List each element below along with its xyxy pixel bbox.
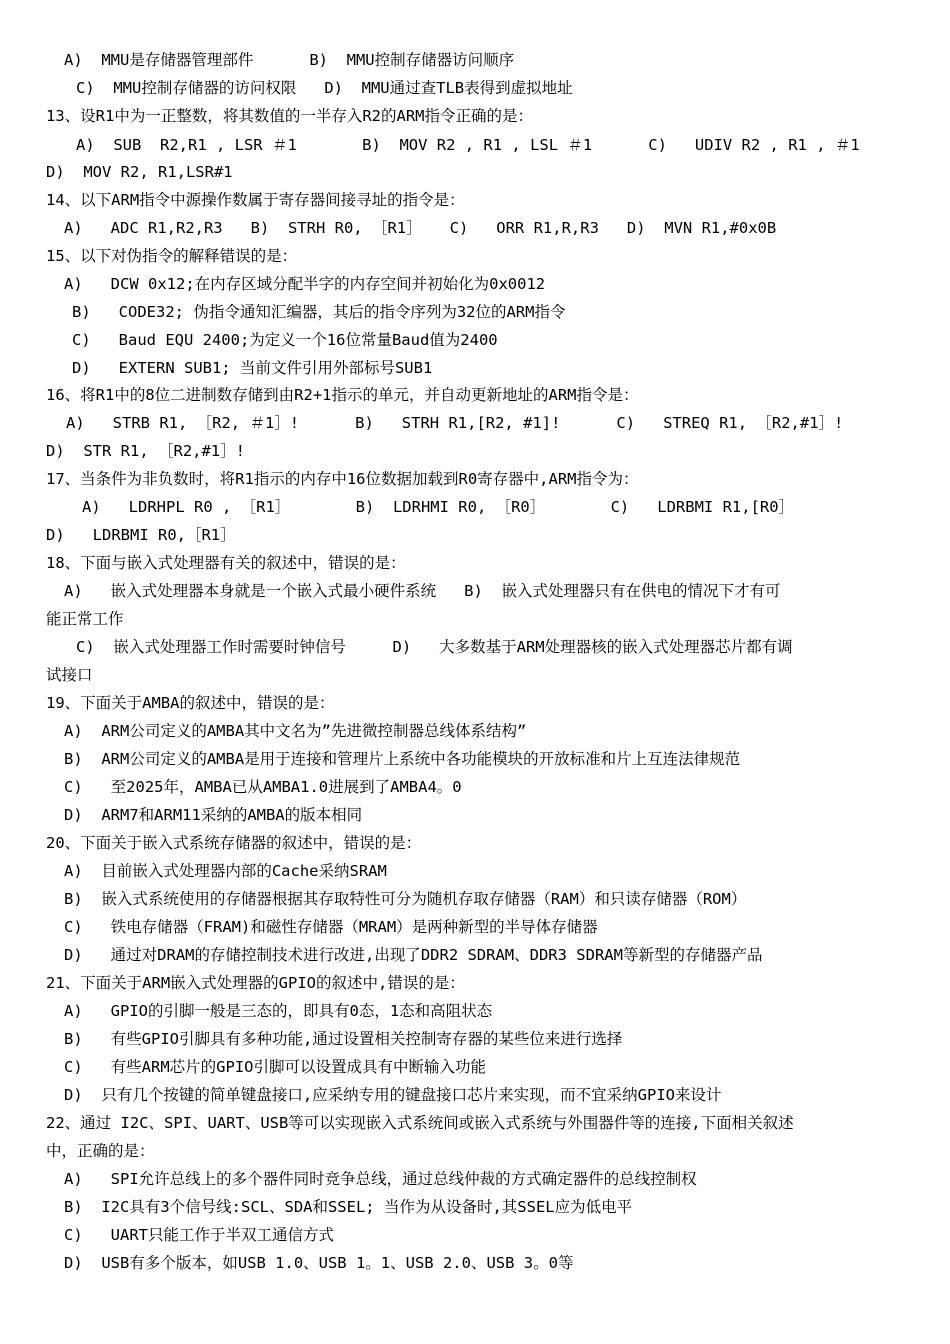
q22-stem-cont: 中，正确的是： [46, 1142, 155, 1160]
q20-stem: 20、下面关于嵌入式系统存储器的叙述中，错误的是： [46, 834, 422, 852]
q12-options-ab: A) MMU是存储器管理部件 B) MMU控制存储器访问顺序 [64, 51, 515, 69]
q18-option-b-cont: 能正常工作 [46, 610, 124, 628]
q18-options-cd: C) 嵌入式处理器工作时需要时钟信号 D) 大多数基于ARM处理器核的嵌入式处理器芯片都有调 [76, 638, 793, 656]
q17-options-abc: A) LDRHPL R0 , ［R1］ B) LDRHMI R0, ［R0］ C) LDRBMI R1,[R0］ [82, 498, 795, 516]
q12-options-cd: C) MMU控制存储器的访问权限 D) MMU通过查TLB表得到虚拟地址 [76, 79, 573, 97]
q20-option-c: C) 铁电存储器（FRAM)和磁性存储器（MRAM）是两种新型的半导体存储器 [64, 918, 598, 936]
q13-options-abc: A) SUB R2,R1 , LSR ＃1 B) MOV R2 , R1 , LSL ＃1 C) UDIV R2 , R1 , ＃1 [76, 136, 860, 154]
q18-options-ab: A) 嵌入式处理器本身就是一个嵌入式最小硬件系统 B) 嵌入式处理器只有在供电的情况下才有可 [64, 582, 781, 600]
q22-option-a: A) SPI允许总线上的多个器件同时竞争总线，通过总线仲裁的方式确定器件的总线控制权 [64, 1170, 697, 1188]
q16-options-abc: A) STRB R1, ［R2, ＃1］! B) STRH R1,[R2, #1]! C) STREQ R1, ［R2,#1］! [66, 414, 844, 432]
q16-stem: 16、将R1中的8位二进制数存储到由R2+1指示的单元，并自动更新地址的ARM指令是： [46, 386, 639, 404]
q15-option-a: A) DCW 0x12;在内存区域分配半字的内存空间并初始化为0x0012 [64, 275, 546, 293]
q13-stem: 13、设R1中为一正整数，将其数值的一半存入R2的ARM指令正确的是： [46, 107, 533, 125]
q15-option-c: C) Baud EQU 2400;为定义一个16位常量Baud值为2400 [72, 331, 498, 349]
q16-option-d: D) STR R1, ［R2,#1］! [46, 442, 245, 460]
q22-option-b: B) I2C具有3个信号线:SCL、SDA和SSEL; 当作为从设备时,其SSEL应为低电平 [64, 1198, 633, 1216]
q19-option-b: B) ARM公司定义的AMBA是用于连接和管理片上系统中各功能模块的开放标准和片上互连法律规范 [64, 750, 741, 768]
q19-option-d: D) ARM7和ARM11采纳的AMBA的版本相同 [64, 806, 363, 824]
q20-option-d: D) 通过对DRAM的存储控制技术进行改进,出现了DDR2 SDRAM、DDR3 SDRAM等新型的存储器产品 [64, 946, 763, 964]
q15-stem: 15、以下对伪指令的解释错误的是： [46, 247, 298, 265]
q14-options: A) ADC R1,R2,R3 B) STRH R0, ［R1］ C) ORR R1,R,R3 D) MVN R1,#0x0B [64, 219, 777, 237]
q21-option-d: D) 只有几个按键的简单键盘接口,应采纳专用的键盘接口芯片来实现，而不宜采纳GPIO来设计 [64, 1086, 722, 1104]
q14-stem: 14、以下ARM指令中源操作数属于寄存器间接寻址的指令是： [46, 191, 465, 209]
q18-stem: 18、下面与嵌入式处理器有关的叙述中，错误的是： [46, 554, 406, 572]
q18-option-d-cont: 试接口 [46, 666, 93, 684]
q22-stem: 22、通过 I2C、SPI、UART、USB等可以实现嵌入式系统间或嵌入式系统与外围器件等的连接,下面相关叙述 [46, 1114, 794, 1132]
q21-option-a: A) GPIO的引脚一般是三态的，即具有0态，1态和高阻状态 [64, 1002, 493, 1020]
q22-option-c: C) UART只能工作于半双工通信方式 [64, 1226, 334, 1244]
q19-option-c: C) 至2025年，AMBA已从AMBA1.0进展到了AMBA4。0 [64, 778, 462, 796]
q13-option-d: D) MOV R2, R1,LSR#1 [46, 163, 233, 181]
q19-stem: 19、下面关于AMBA的叙述中，错误的是： [46, 694, 335, 712]
q17-stem: 17、当条件为非负数时，将R1指示的内存中16位数据加载到R0寄存器中,ARM指令为： [46, 470, 639, 488]
q22-option-d: D) USB有多个版本，如USB 1.0、USB 1。1、USB 2.0、USB 3。0等 [64, 1254, 574, 1272]
q19-option-a: A) ARM公司定义的AMBA其中文名为”先进微控制器总线体系结构” [64, 722, 527, 740]
q21-stem: 21、下面关于ARM嵌入式处理器的GPIO的叙述中,错误的是： [46, 974, 465, 992]
q20-option-b: B) 嵌入式系统使用的存储器根据其存取特性可分为随机存取存储器（RAM）和只读存储器（ROM） [64, 890, 747, 908]
q20-option-a: A) 目前嵌入式处理器内部的Cache采纳SRAM [64, 862, 387, 880]
q21-option-c: C) 有些ARM芯片的GPIO引脚可以设置成具有中断输入功能 [64, 1058, 486, 1076]
q21-option-b: B) 有些GPIO引脚具有多种功能,通过设置相关控制寄存器的某些位来进行选择 [64, 1030, 623, 1048]
q15-option-b: B) CODE32; 伪指令通知汇编器，其后的指令序列为32位的ARM指令 [72, 303, 566, 321]
q17-option-d: D) LDRBMI R0,［R1］ [46, 526, 236, 544]
q15-option-d: D) EXTERN SUB1; 当前文件引用外部标号SUB1 [72, 359, 433, 377]
